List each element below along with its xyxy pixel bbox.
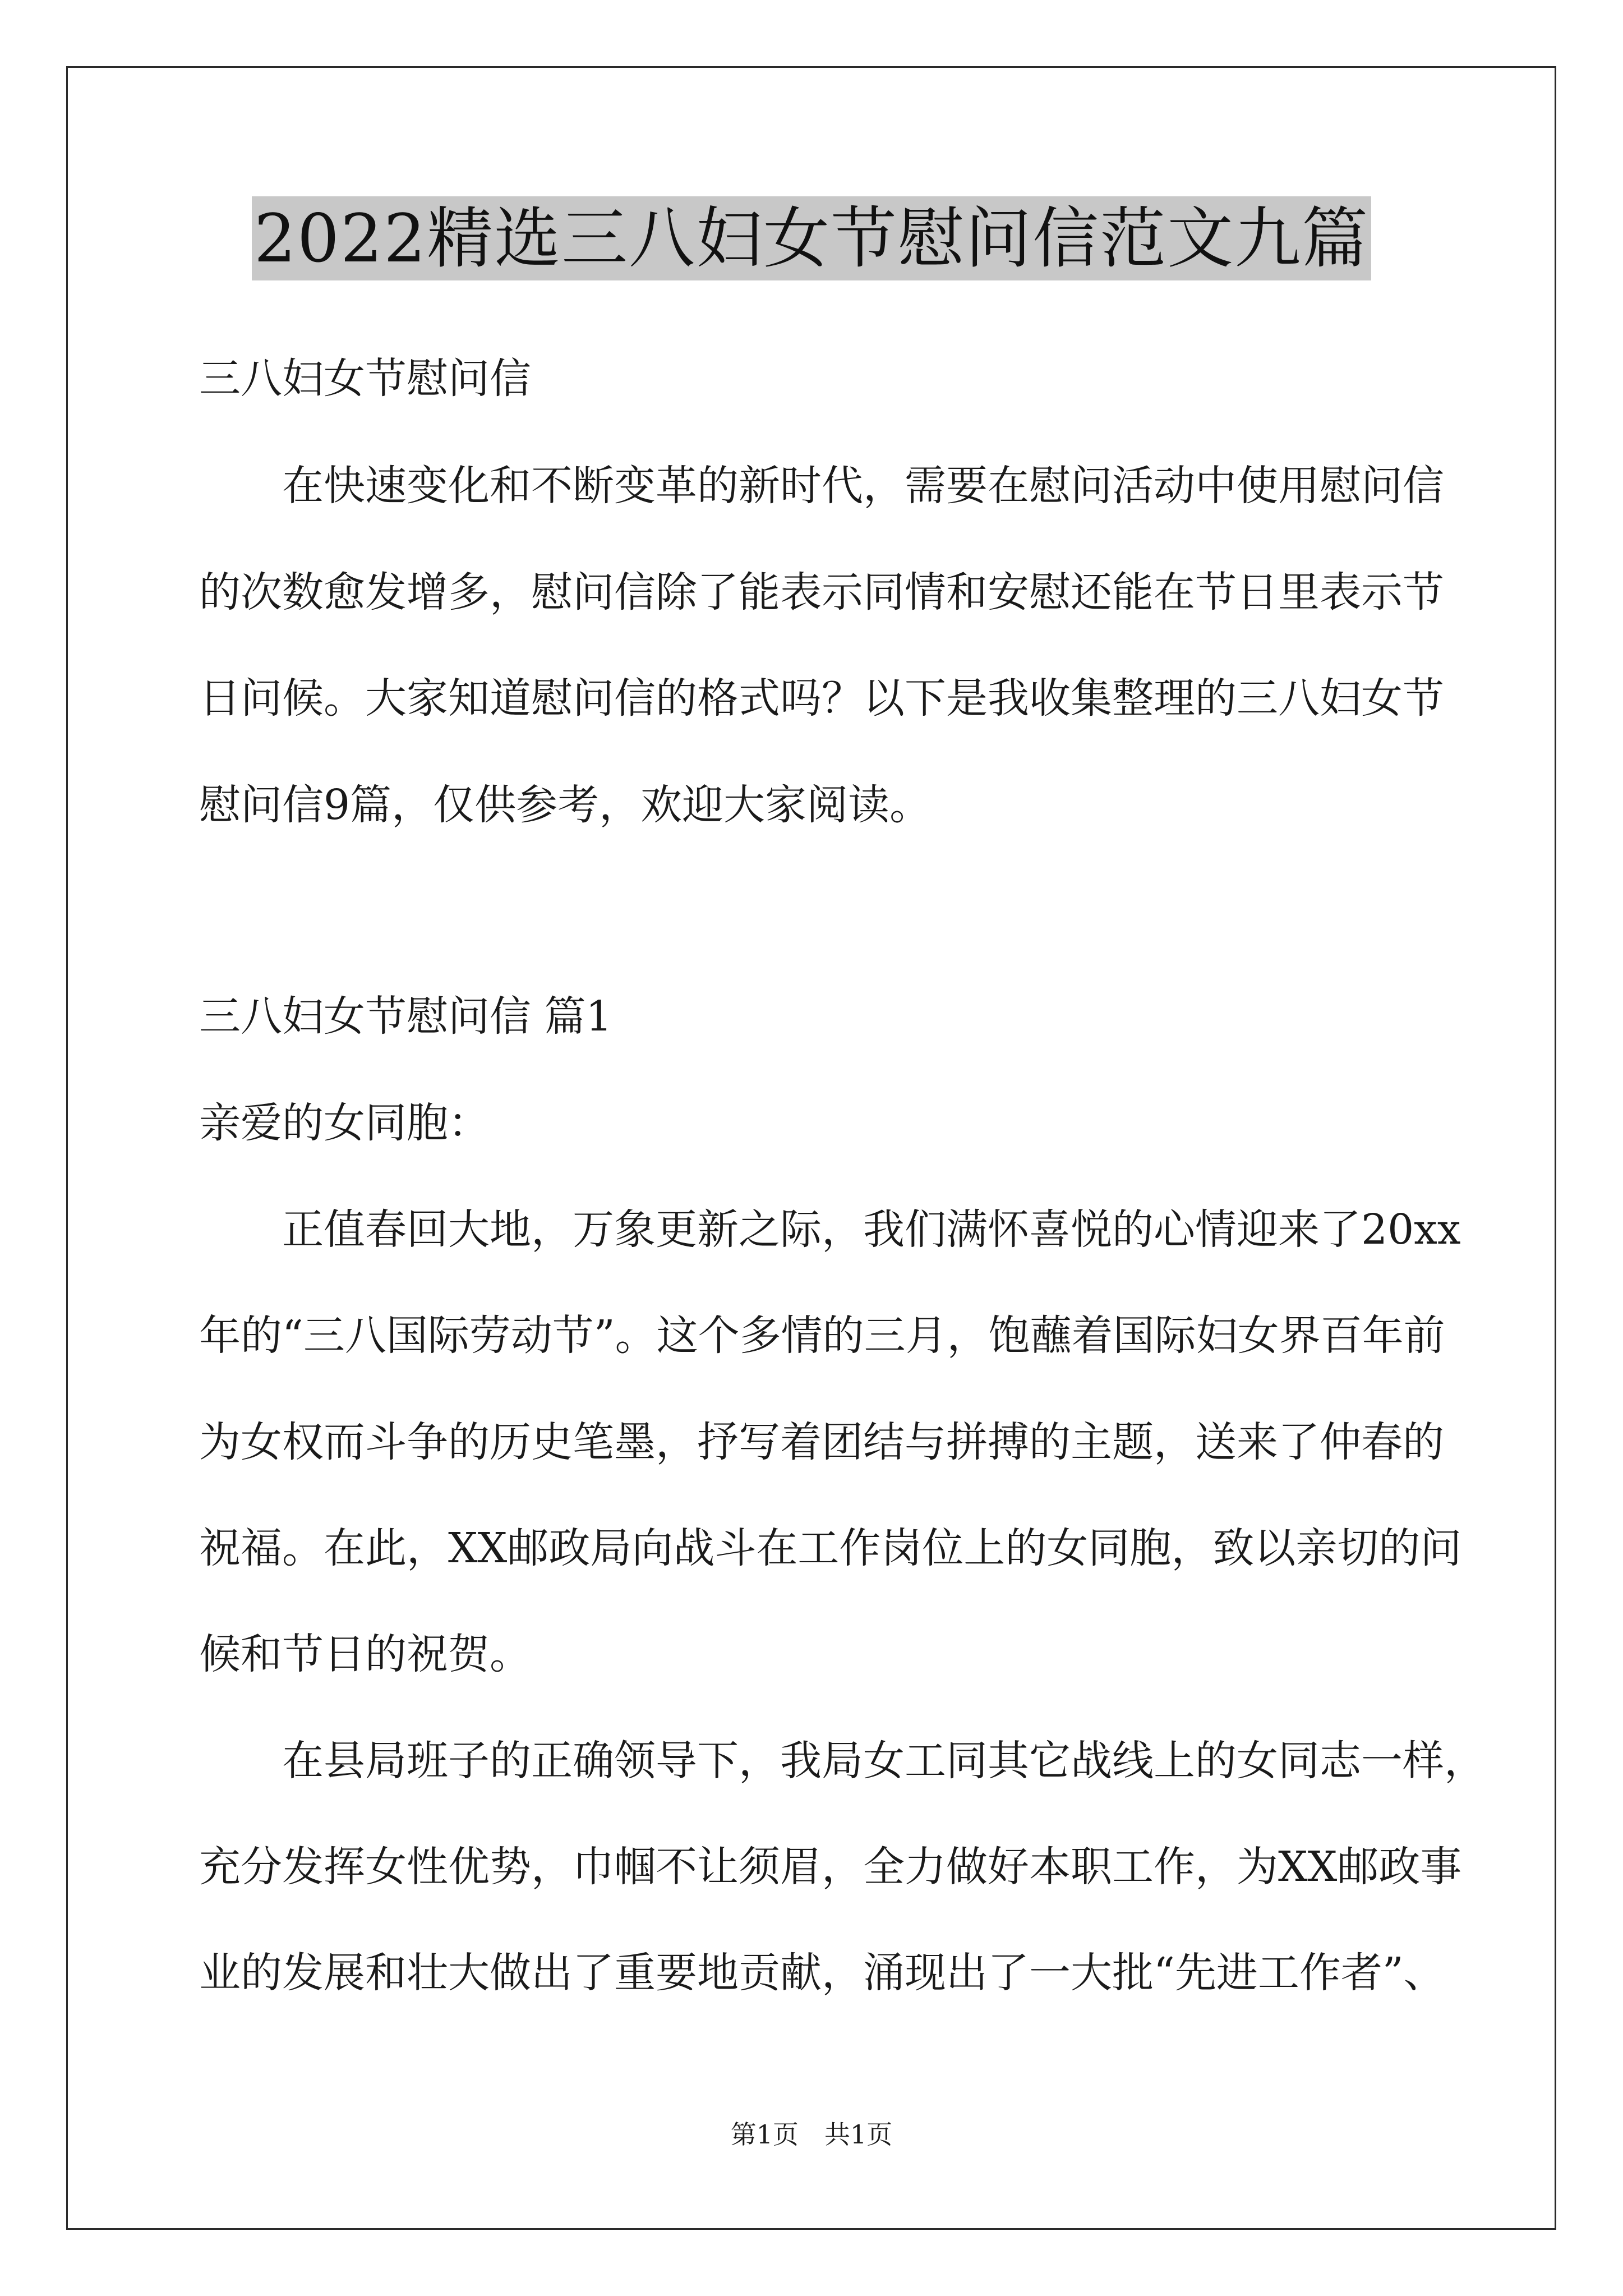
page-footer: 第1页 共1页 xyxy=(730,2119,893,2150)
paragraph2-line-3: 业的发展和壮大做出了重要地贡献，涌现出了一大批“先进工作者”、 xyxy=(199,1949,1445,1997)
paragraph1-line-2: 年的“三八国际劳动节”。这个多情的三月，饱蘸着国际妇女界百年前 xyxy=(199,1312,1445,1360)
intro-heading: 三八妇女节慰问信 xyxy=(199,355,531,403)
paragraph1-line-1: 正值春回大地，万象更新之际，我们满怀喜悦的心情迎来了20xx xyxy=(282,1205,1461,1254)
title-container xyxy=(0,196,1623,280)
salutation: 亲爱的女同胞： xyxy=(199,1099,490,1147)
intro-line-1: 在快速变化和不断变革的新时代，需要在慰问活动中使用慰问信 xyxy=(282,462,1444,510)
intro-line-3: 日问候。大家知道慰问信的格式吗？以下是我收集整理的三八妇女节 xyxy=(199,674,1444,723)
document-title: 2022精选三八妇女节慰问信范文九篇 xyxy=(252,196,1371,280)
intro-line-4: 慰问信9篇，仅供参考，欢迎大家阅读。 xyxy=(199,781,932,829)
paragraph2-line-1: 在县局班子的正确领导下，我局女工同其它战线上的女同志一样， xyxy=(282,1737,1486,1785)
paragraph1-line-5: 候和节日的祝贺。 xyxy=(199,1630,531,1678)
paragraph1-line-4: 祝福。在此，XX邮政局向战斗在工作岗位上的女同胞，致以亲切的问 xyxy=(199,1524,1462,1572)
section1-heading: 三八妇女节慰问信 篇1 xyxy=(199,992,612,1041)
paragraph1-line-3: 为女权而斗争的历史笔墨，抒写着团结与拼搏的主题，送来了仲春的 xyxy=(199,1418,1444,1466)
paragraph2-line-2: 充分发挥女性优势，巾帼不让须眉，全力做好本职工作，为XX邮政事 xyxy=(199,1843,1462,1891)
intro-line-2: 的次数愈发增多，慰问信除了能表示同情和安慰还能在节日里表示节 xyxy=(199,568,1444,616)
